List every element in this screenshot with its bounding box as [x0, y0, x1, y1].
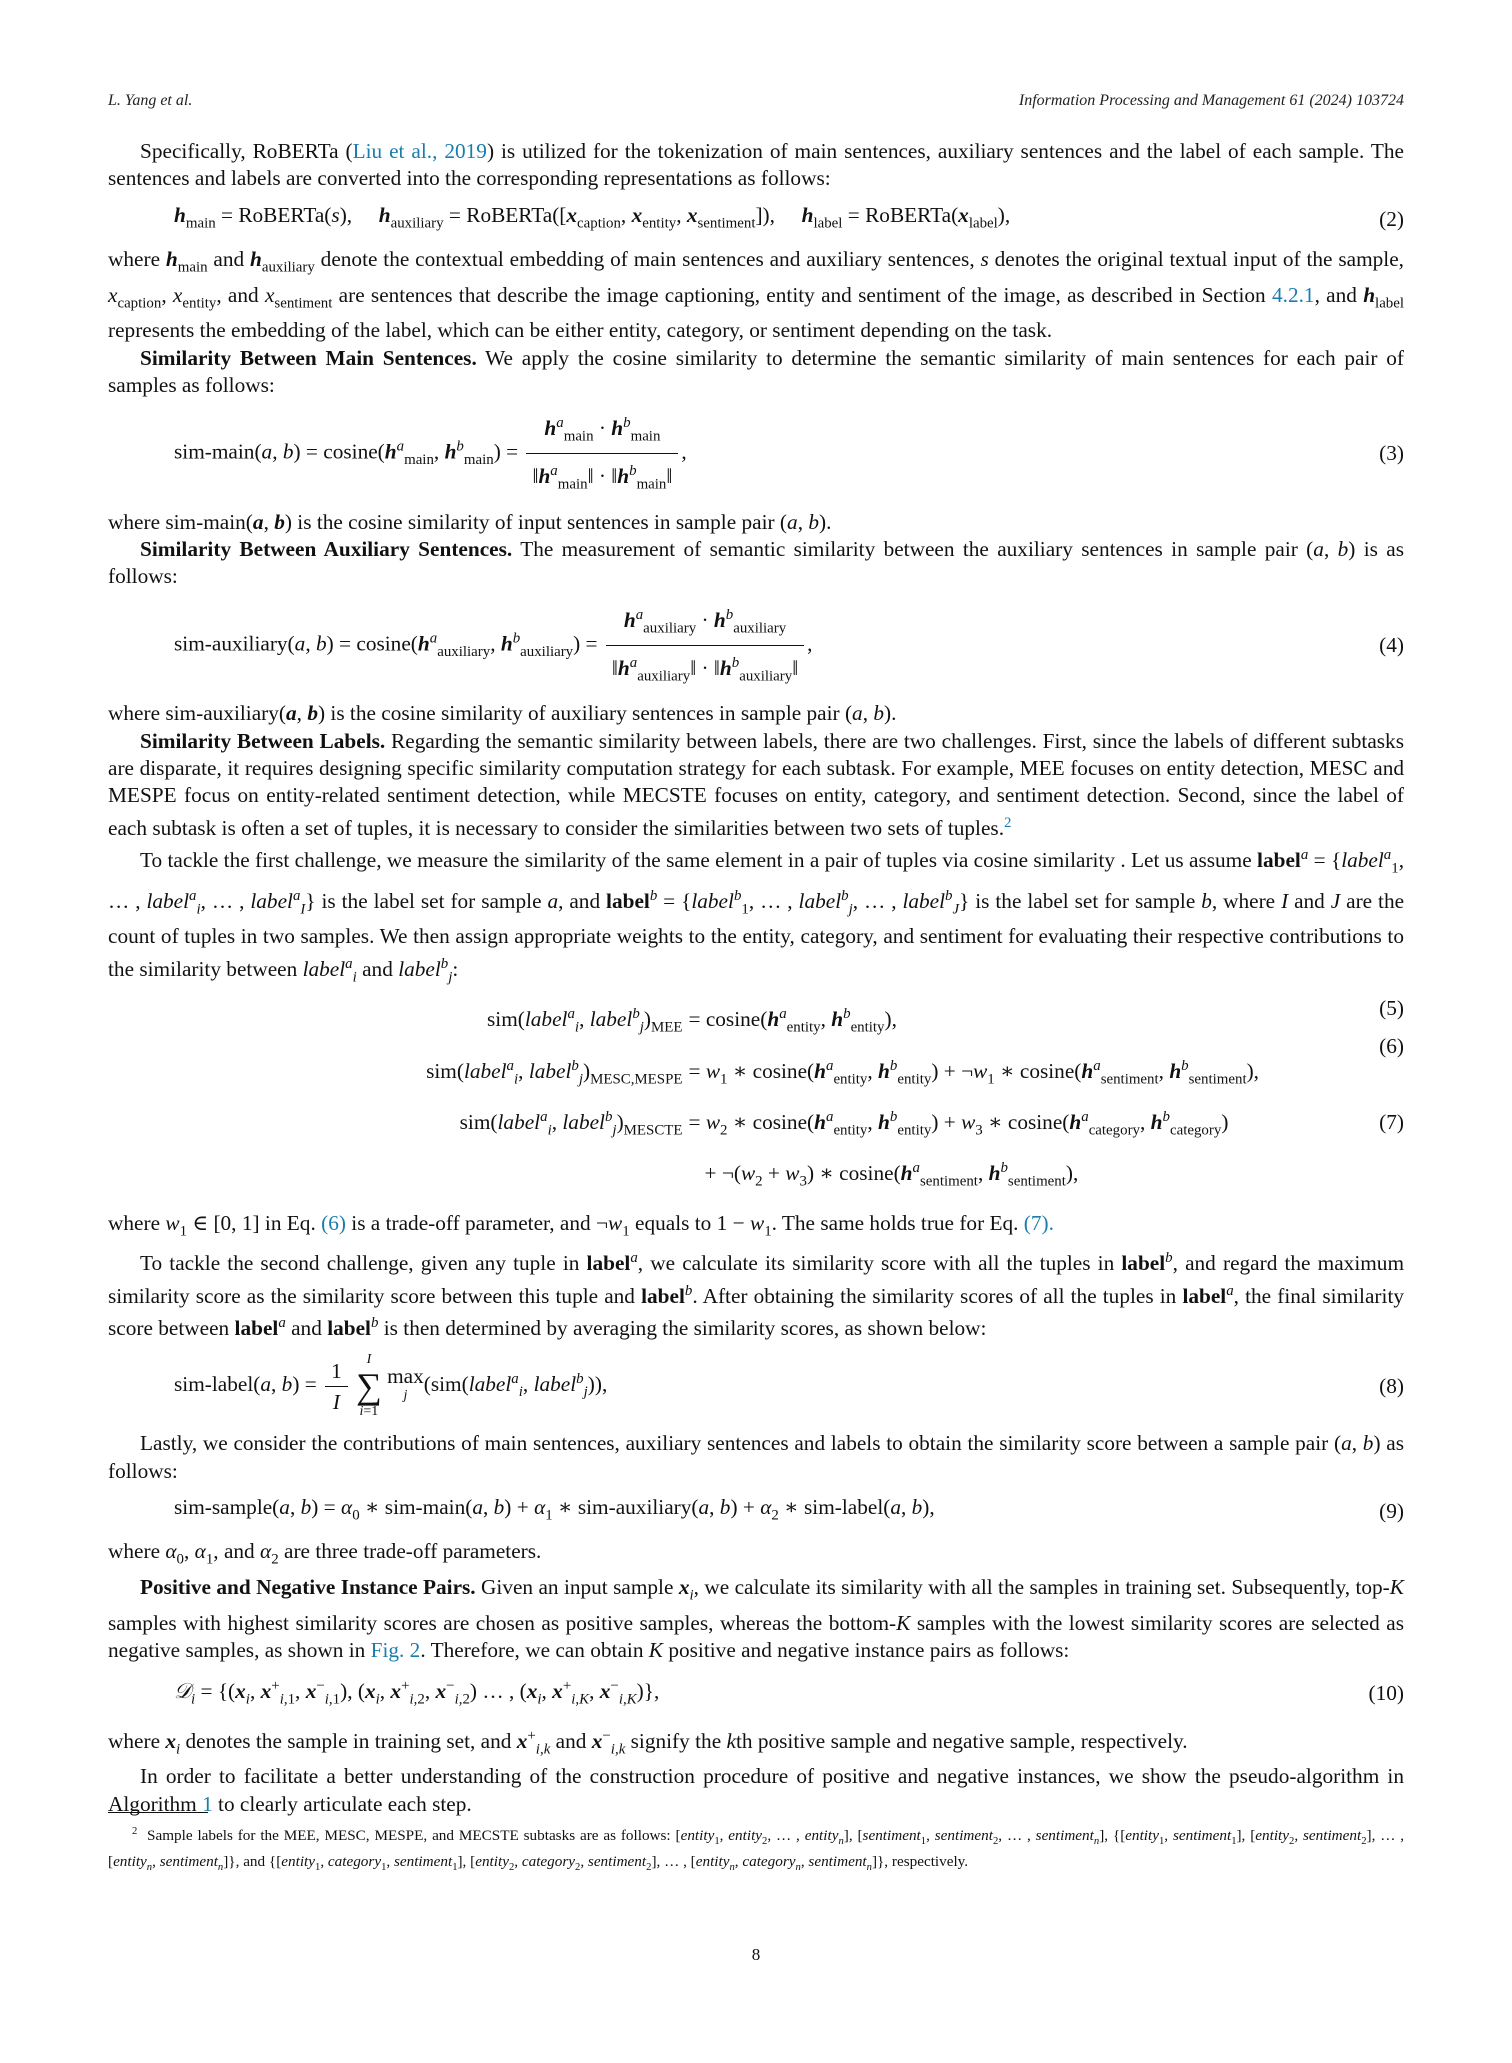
paragraph: Similarity Between Labels. Regarding the semantic similarity between labels, there are two challenges. First, since the labels of different subtasks are disparate, it requires designing specific similarity computation strategy for each subtask. For example, MEE focuses on entity detection, MESC and MESPE focus on entity-related sentiment detection, while MECSTE focuses on entity, category, and sentiment detection. Second, since the label of each subtask is often a set of tuples, it is necessary to consider the similarities between two sets of tuples.$^2$ — [108, 728, 1404, 840]
equation-number: (2) — [1379, 206, 1404, 231]
equation: sim-label(a, b) = $\frac{1}{I}$ I ∑ i=1 max j (sim(label$^a_i$, label$^b_j$)), (8) — [174, 1352, 1404, 1420]
paragraph: where $w_1$ ∈ [0, 1] in Eq. (6) is a trade-off parameter, and $\neg w_1$ equals to $1 - w_1$. The same holds true for Eq. (7). — [108, 1210, 1054, 1239]
paragraph: where sim-auxiliary(a, b) is the cosine similarity of auxiliary sentences in sample pair (a, b). — [108, 701, 897, 726]
equation: sim-auxiliary(a, $b) = cosine(h^a_{auxiliary}$, $h^b_{auxiliary}$) = $\frac{h^a_{auxiliary} \cdot h^b_{auxiliary}}{‖h^a_{auxiliary}‖ \cdot ‖h^b_{auxiliary}‖}$ , (4) — [108, 600, 1404, 692]
equation: 𝒟$_i$ = {($x_i$, $x^+_{i,1}$, $x^-_{i,1}$), ($x_i$, $x^+_{i,2}$, $x^-_{i,2}$) … , ($x_i$, $x^+_{i,K}$, $x^-_{i,K}$)}, (10) — [174, 1678, 1404, 1708]
running-header-journal: Information Processing and Management 61 (2024) 103724 — [1018, 92, 1404, 109]
paragraph: Similarity Between Main Sentences. We apply the cosine similarity to determine the semantic similarity of main sentences for each pair of samples as follows: — [108, 345, 1404, 397]
run-in-heading: Positive and Negative Instance Pairs. — [140, 1574, 476, 1599]
equation: sim(label$^a_i$, $label^b_j)_{MEE}$ = $cosine(h^a_{entity}$, $h^b_{entity}$), sim(label$^a_i$, $label^b_j)_{MESC,MESPE}$ = $w_1$ ∗ $cosine(h^a_{entity}$, $h^b_{entity}$) + $\neg w_1$ ∗ $cosine(h^a_{sentiment}$, $h^b_{sentiment}$), sim(label$^a_i$, $label^b_j)_{MESCTE}$ = $w_2$ ∗ $cosine(h^a_{entity}$, $h^b_{entity}) + w_3$ ∗ $cosine(h^a_{category}$, $h^b_{category}$) + $\neg(w_2 + w_3)$ ∗ $cosine(h^a_{sentiment}$, $h^b_{sentiment}$), (5) (6) (7) — [426, 996, 1404, 1190]
run-in-heading: Similarity Between Auxiliary Sentences. — [140, 537, 513, 562]
algorithm-link[interactable]: 1 — [202, 1791, 213, 1816]
paragraph: where sim-main(a, b) is the cosine similarity of input sentences in sample pair (a, b). — [108, 509, 832, 534]
paragraph: Similarity Between Auxiliary Sentences. The measurement of semantic similarity between the auxiliary sentences in sample pair (a, b) is as follows: — [108, 537, 1404, 589]
section-link[interactable]: 4.2.1 — [1271, 282, 1315, 307]
equation: sim-main(a, $b) = cosine(h^a_{main}$, $h^b_{main}$) = $\frac{h^a_{main} \cdot h^b_{main}}{‖h^a_{main}‖ \cdot ‖h^b_{main}‖}$ , (3) — [108, 408, 1404, 500]
paragraph: where $\alpha_0$, $\alpha_1$, and $\alpha_2$ are three trade-off parameters. — [108, 1539, 542, 1568]
equation-number: (9) — [1379, 1498, 1404, 1523]
equation-number: (5) — [1379, 996, 1404, 1021]
footnote-rule — [108, 1812, 208, 1813]
equation-number: (7) — [1379, 1110, 1404, 1135]
page-number: 8 — [751, 1945, 761, 1964]
equation-number: (8) — [1379, 1373, 1404, 1398]
figure-link[interactable]: Fig. 2 — [370, 1637, 421, 1662]
paragraph: To tackle the second challenge, given any tuple in label$^a$, we calculate its similarity score with all the tuples in label$^b$, and regard the maximum similarity score as the similarity score between this tuple and label$^b$. After obtaining the similarity scores of all the tuples in label$^a$, the final similarity score between label$^a$ and label$^b$ is then determined by averaging the similarity scores, as shown below: — [108, 1250, 1405, 1340]
paragraph: Specifically, RoBERTa (Liu et al., 2019) is utilized for the tokenization of main sentences, auxiliary sentences and the label of each sample. The sentences and labels are converted into the corresponding representations as follows: — [108, 139, 1404, 191]
paragraph: Lastly, we consider the contributions of main sentences, auxiliary sentences and labels to obtain the similarity score between a sample pair (a, b) as follows: — [108, 1431, 1405, 1483]
equation: sim-sample(a, $b) = \alpha_0$ ∗ sim-main(a, $b) + \alpha_1$ ∗ sim-auxiliary(a, $b) + \alpha_2$ ∗ sim-label(a, b), (9) — [108, 1494, 1404, 1530]
equation: $h_{main}$ = RoBERTa(s), $h_{auxiliary}$ = $RoBERTa([x_{caption}$, $x_{entity}$, $x_{sentiment}$]), $h_{label}$ = $RoBERTa(x_{label})$, (2) — [108, 202, 1404, 238]
footnote: $^2$ Sample labels for the MEE, MESC, MESPE, and MECSTE subtasks are as follows: [entity$_1$, entity$_2$, … , entity$_n$], [sentiment$_1$, sentiment$_2$, … , sentiment$_n$], {[entity$_1$, sentiment$_1$], [entity$_2$, sentiment$_2$], … , [entity$_n$, sentiment$_n$]}, and {[entity$_1$, category$_1$, sentiment$_1$], [entity$_2$, category$_2$, sentiment$_2$], … , [entity$_n$, category$_n$, sentiment$_n$]}, respectively. — [108, 1826, 1405, 1874]
body-text — [108, 138, 1404, 1818]
footnote-marker[interactable]: 2 — [1004, 814, 1012, 831]
paragraph: Positive and Negative Instance Pairs. Given an input sample $x_i$, we calculate its similarity with all the samples in training set. Subsequently, top-K samples with highest similarity scores are chosen as positive samples, whereas the bottom-K samples with the lowest similarity scores are selected as negative samples, as shown in Fig. 2. Therefore, we can obtain K positive and negative instance pairs as follows: — [108, 1574, 1405, 1662]
equation-number: (6) — [1379, 1034, 1404, 1059]
paragraph: In order to facilitate a better understanding of the construction procedure of positive and negative instances, we show the pseudo-algorithm in Algorithm 1 to clearly articulate each step. — [108, 1764, 1404, 1816]
run-in-heading: Similarity Between Main Sentences. — [140, 345, 477, 370]
footnote-number: 2 — [132, 1826, 138, 1837]
equation-number: (4) — [1379, 632, 1404, 657]
running-header-authors: L. Yang et al. — [108, 92, 193, 109]
equation-link[interactable]: (7). — [1023, 1210, 1054, 1235]
equation-number: (10) — [1368, 1680, 1404, 1705]
equation-link[interactable]: (6) — [321, 1210, 346, 1235]
run-in-heading: Similarity Between Labels. — [140, 728, 386, 753]
equation-number: (3) — [1379, 441, 1404, 466]
paragraph: where $h_{main}$ and $h_{auxiliary}$ denote the contextual embedding of main sentences and auxiliary sentences, s denotes the original textual input of the sample, $x_{caption}$, $x_{entity}$, and $x_{sentiment}$ are sentences that describe the image captioning, entity and sentiment of the image, as described in Section 4.2.1, and $h_{label}$ represents the embedding of the label, which can be either entity, category, or sentiment depending on the task. — [108, 247, 1405, 343]
citation-link[interactable]: Liu et al., 2019 — [352, 139, 487, 163]
paragraph: where $x_i$ denotes the sample in training set, and $x^+_{i,k}$ and $x^-_{i,k}$ signify the kth positive sample and negative sample, respectively. — [108, 1727, 1188, 1758]
paragraph: To tackle the first challenge, we measure the similarity of the same element in a pair of tuples via cosine similarity . Let us assume label$^a$ = {label$^a_1$, … , label$^a_i$, … , label$^a_I$} is the label set for sample a, and label$^b$ = {label$^b_1$, … , label$^b_j$, … , label$^b_J$} is the label set for sample b, where I and J are the count of tuples in two samples. We then assign appropriate weights to the entity, category, and sentiment for evaluating their respective contributions to the similarity between label$^a_i$ and label$^b_j$: — [108, 846, 1405, 985]
